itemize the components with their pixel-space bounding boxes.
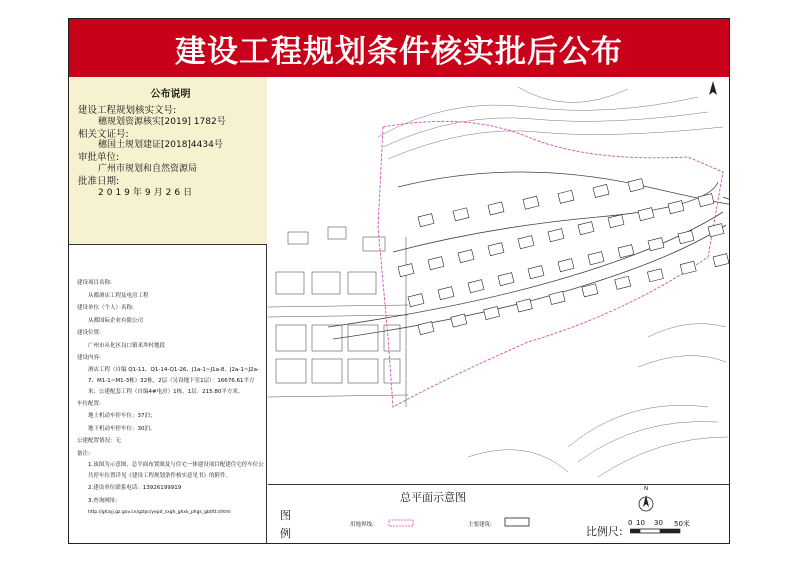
poster-title: 建设工程规划条件核实批后公布	[175, 33, 623, 70]
note-2: 2.建设单位联系电话：13926199919	[88, 485, 182, 491]
villa-footprint	[698, 194, 714, 207]
villa-footprint	[608, 215, 624, 228]
related-permit-value: 穗国土规划建证[2018]4434号	[98, 140, 223, 151]
approval-unit-label: 审批单位:	[78, 152, 120, 164]
villa-footprint	[638, 208, 654, 221]
scale-bar	[630, 528, 714, 536]
villa-footprint	[408, 294, 424, 307]
notice-heading: 公布说明	[150, 89, 191, 100]
villa-footprint	[488, 202, 504, 215]
villa-footprint	[458, 250, 474, 263]
villa-footprint	[523, 196, 539, 209]
scale-tick-50: 50米	[674, 520, 690, 528]
villa-footprint	[418, 214, 434, 227]
villa-footprint	[588, 252, 604, 265]
villa-footprint	[558, 259, 574, 272]
left-neighborhood-blocks	[268, 227, 408, 407]
scale-label: 比例尺:	[586, 525, 623, 538]
villa-footprint	[438, 287, 454, 300]
site-roads	[328, 172, 729, 339]
notice-box	[69, 77, 267, 245]
related-permit-label: 相关文证号:	[78, 128, 129, 140]
villa-footprint	[558, 190, 574, 203]
villa-footprint	[615, 276, 631, 289]
parking-label: 车位配置:	[77, 400, 101, 407]
villa-footprint	[488, 243, 504, 256]
villa-footprint	[498, 273, 514, 286]
approval-date-label: 批准日期:	[78, 175, 120, 187]
content-label: 建设内容:	[77, 355, 101, 361]
parking-above-value: 地上机动车停车位：37泊；	[88, 413, 156, 419]
villa-footprint	[428, 257, 444, 270]
villa-footprint	[451, 314, 467, 327]
project-name-value: 从都酒店工程及电房工程	[88, 292, 149, 299]
note-1: 1.该图为示意图，总平面布置图及与住宅一体建设项目配建住宅停车位公共停车位置详见《建设工程规划条件核实意见书》的附件。	[88, 462, 264, 479]
info-column	[69, 77, 267, 543]
legend-title: 总平面示意图	[400, 491, 466, 504]
query-url: http://ghzyj.gz.gov.cn/gzlpc/yepd_sxgh_ghxk_phgs_gbt/tt.shtml	[88, 510, 231, 515]
verification-no-value: 穗规划资源核实[2019] 1782号	[98, 116, 226, 127]
approval-date-value: 2019年9月26日	[98, 187, 196, 198]
villa-footprint	[468, 280, 484, 293]
legend-strip	[268, 484, 729, 543]
map-north-arrow	[709, 81, 717, 95]
scale-tick-30: 30	[654, 519, 663, 527]
applicant-value: 从都国际企业有限公司	[88, 317, 144, 324]
site-plan-drawing	[268, 77, 729, 484]
verification-no-label: 建设工程规划核实文号:	[78, 105, 177, 116]
site-plan-map	[268, 77, 729, 484]
villa-footprint	[516, 299, 532, 312]
boundary-legend-label: 用地界线:	[350, 522, 374, 528]
title-banner	[69, 19, 729, 77]
villa-footprint	[668, 201, 684, 214]
villa-footprint	[528, 266, 544, 279]
villa-footprint	[648, 238, 664, 251]
villa-footprint	[708, 224, 724, 237]
villa-footprint	[647, 269, 663, 282]
parking-below-value: 地下机动车停车位：30泊。	[88, 425, 156, 432]
legend-li: 例	[280, 527, 291, 540]
villa-footprint	[549, 291, 565, 304]
note-3: 3.查询网址:	[88, 497, 118, 504]
north-label: N	[644, 486, 649, 492]
villa-footprint	[628, 179, 644, 192]
villa-footprint	[418, 322, 434, 335]
boundary-legend-swatch	[388, 519, 414, 527]
building-legend-label: 主要建筑:	[468, 522, 492, 528]
content-value: 酒店工程（自编 Q1-11、Q1-14-Q1-26、J1a-1~J1a-8、J2a-1~J2a-7、M1-1~M1-3栋）32栋，2层（另设地下室1层）：16676.61平方米；公建配套工程（自编4#电房）1栋，1层：215.80平方米。	[88, 366, 259, 395]
approval-unit-value: 广州市规划和自然资源局	[98, 163, 198, 174]
notes-label: 备注:	[77, 450, 90, 457]
villa-footprint	[484, 307, 500, 320]
project-details	[69, 277, 267, 520]
villa-footprint	[578, 222, 594, 235]
project-name-label: 建设项目名称:	[77, 280, 112, 286]
applicant-label: 建设单位（个人）名称:	[77, 305, 134, 311]
villa-footprint	[453, 208, 469, 221]
public-facility-label: 公建配置情况：无	[77, 438, 122, 444]
location-value: 广州市从化区良口镇米埗村地段	[88, 342, 166, 349]
building-legend-swatch	[504, 517, 530, 527]
scale-tick-0: 0	[628, 519, 633, 527]
legend-tu: 图	[280, 509, 291, 522]
villa-footprint	[548, 229, 564, 242]
scale-tick-10: 10	[636, 519, 645, 527]
villa-footprint	[518, 236, 534, 249]
villa-footprint	[678, 231, 694, 244]
location-label: 建设位置:	[77, 330, 101, 336]
villa-footprint	[593, 184, 609, 197]
villa-footprint	[713, 254, 729, 267]
villa-footprint	[398, 264, 414, 277]
villa-buildings	[398, 179, 729, 335]
villa-footprint	[680, 261, 696, 274]
